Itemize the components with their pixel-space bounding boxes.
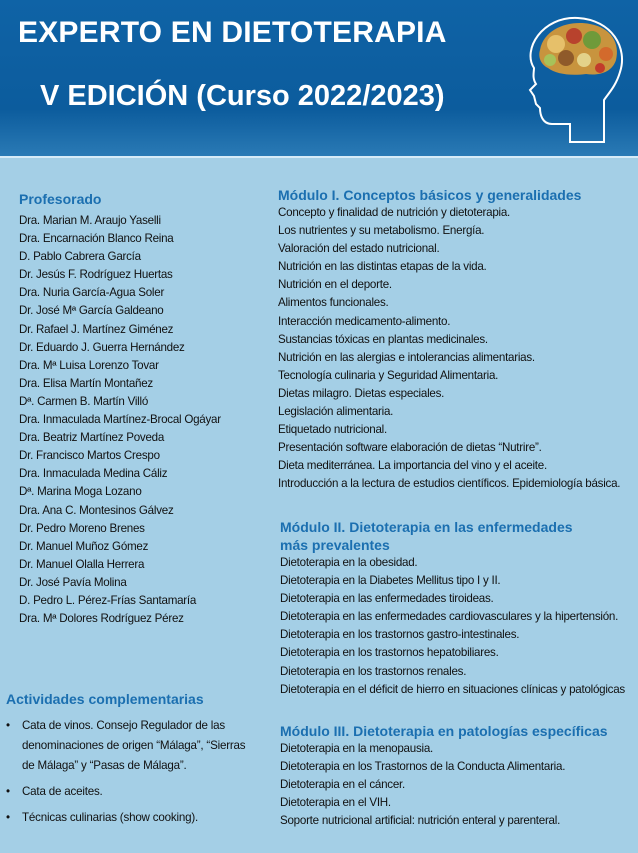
list-item: Dietoterapia en la obesidad. (280, 556, 418, 569)
actividades-title: Actividades complementarias (6, 691, 204, 707)
list-item: Dª. Carmen B. Martín Villó (19, 394, 149, 408)
profesorado-section (0, 190, 270, 628)
modulo-2-section (280, 518, 625, 699)
list-item: Dietoterapia en los trastornos gastro-intestinales. (280, 628, 520, 642)
modulo-3-list (280, 740, 608, 830)
list-item: Dra. Inmaculada Medina Cáliz (19, 467, 168, 481)
list-item: Etiquetado nutricional. (278, 423, 387, 437)
list-item: Dr. José Mª García Galdeano (19, 304, 164, 318)
list-item: Dietoterapia en las enfermedades tiroideas. (280, 592, 494, 606)
list-item: Dra. Marian M. Araujo Yaselli (19, 214, 161, 227)
list-item: • Cata de aceites. (0, 782, 247, 802)
actividades-list (0, 716, 270, 828)
list-item: Nutrición en el deporte. (278, 278, 392, 292)
profesorado-list (19, 212, 270, 628)
profesorado-title: Profesorado (19, 191, 102, 207)
list-item: Dr. Manuel Muñoz Gómez (19, 539, 149, 553)
list-item: Dietoterapia en los trastornos hepatobiliares. (280, 646, 499, 660)
modulo-1-section (278, 186, 620, 494)
list-item: Dietoterapia en los Trastornos de la Conducta Alimentaria. (280, 760, 566, 774)
list-item: Dr. Manuel Olalla Herrera (19, 557, 145, 571)
list-item: Soporte nutricional artificial: nutrición enteral y parenteral. (280, 814, 561, 828)
list-item: D. Pedro L. Pérez-Frías Santamaría (19, 593, 197, 607)
list-item: Dietoterapia en el déficit de hierro en situaciones clínicas y patológicas (280, 682, 625, 696)
modulo-3-title: Módulo III. Dietoterapia en patologías específicas (280, 723, 608, 739)
list-item: Dietoterapia en las enfermedades cardiovasculares y la hipertensión. (280, 610, 619, 624)
list-item: Tecnología culinaria y Seguridad Alimentaria. (278, 368, 499, 382)
list-item: Dra. Ana C. Montesinos Gálvez (19, 503, 174, 517)
actividades-section (0, 690, 270, 834)
list-item: Nutrición en las alergias e intolerancias alimentarias. (278, 350, 535, 364)
modulo-3-section (280, 722, 608, 830)
list-item: Dietoterapia en la menopausia. (280, 742, 433, 755)
brain-food-icon (512, 10, 630, 150)
modulo-2-title: Módulo II. Dietoterapia en las enfermedades más prevalentes (280, 519, 573, 553)
modulo-2-list (280, 554, 625, 699)
list-item: Dra. Mª Luisa Lorenzo Tovar (19, 358, 159, 372)
list-item: Alimentos funcionales. (278, 296, 389, 310)
list-item: Concepto y finalidad de nutrición y dietoterapia. (278, 206, 511, 219)
list-item: Dr. Eduardo J. Guerra Hernández (19, 340, 185, 354)
list-item: Dr. Francisco Martos Crespo (19, 449, 160, 463)
list-item: Interacción medicamento-alimento. (278, 314, 451, 328)
list-item: Los nutrientes y su metabolismo. Energía. (278, 224, 485, 238)
list-item: Nutrición en las distintas etapas de la vida. (278, 260, 487, 274)
list-item: Introducción a la lectura de estudios científicos. Epidemiología básica. (278, 477, 621, 491)
list-item: Dietas milagro. Dietas especiales. (278, 386, 445, 400)
list-item: Dra. Nuria García-Agua Soler (19, 286, 165, 300)
list-item: Valoración del estado nutricional. (278, 242, 440, 256)
list-item: Dr. José Pavía Molina (19, 575, 127, 589)
list-item: D. Pablo Cabrera García (19, 250, 141, 264)
list-item: Dra. Beatriz Martínez Poveda (19, 431, 165, 445)
list-item: Presentación software elaboración de dietas “Nutrire”. (278, 441, 542, 455)
list-item: Dietoterapia en la Diabetes Mellitus tipo I y II. (280, 574, 501, 588)
list-item: Legislación alimentaria. (278, 405, 394, 419)
header-banner (0, 0, 638, 158)
list-item: Dr. Rafael J. Martínez Giménez (19, 322, 174, 336)
list-item: • Técnicas culinarias (show cooking). (0, 808, 247, 828)
list-item: Dra. Mª Dolores Rodríguez Pérez (19, 612, 184, 626)
list-item: Dra. Inmaculada Martínez-Brocal Ogáyar (19, 413, 221, 427)
list-item: Dra. Encarnación Blanco Reina (19, 232, 174, 246)
list-item: Dieta mediterránea. La importancia del vino y el aceite. (278, 459, 547, 473)
list-item: Dietoterapia en los trastornos renales. (280, 664, 467, 678)
list-item: Dª. Marina Moga Lozano (19, 485, 142, 499)
modulo-1-list (278, 204, 620, 494)
edition-subtitle: V EDICIÓN (Curso 2022/2023) (40, 80, 445, 112)
list-item: Dra. Elisa Martín Montañez (19, 376, 153, 390)
list-item: Dietoterapia en el VIH. (280, 796, 391, 810)
list-item: Dr. Pedro Moreno Brenes (19, 521, 145, 535)
modulo-1-title: Módulo I. Conceptos básicos y generalidades (278, 187, 582, 203)
list-item: Dietoterapia en el cáncer. (280, 778, 405, 792)
list-item: Sustancias tóxicas en plantas medicinales. (278, 332, 488, 346)
list-item: Dr. Jesús F. Rodríguez Huertas (19, 268, 173, 282)
page-title: EXPERTO EN DIETOTERAPIA (18, 16, 447, 49)
list-item: • Cata de vinos. Consejo Regulador de las denominaciones de origen “Málaga”, “Sierras de Málaga” y “Pasas de Málaga”. (0, 716, 247, 776)
